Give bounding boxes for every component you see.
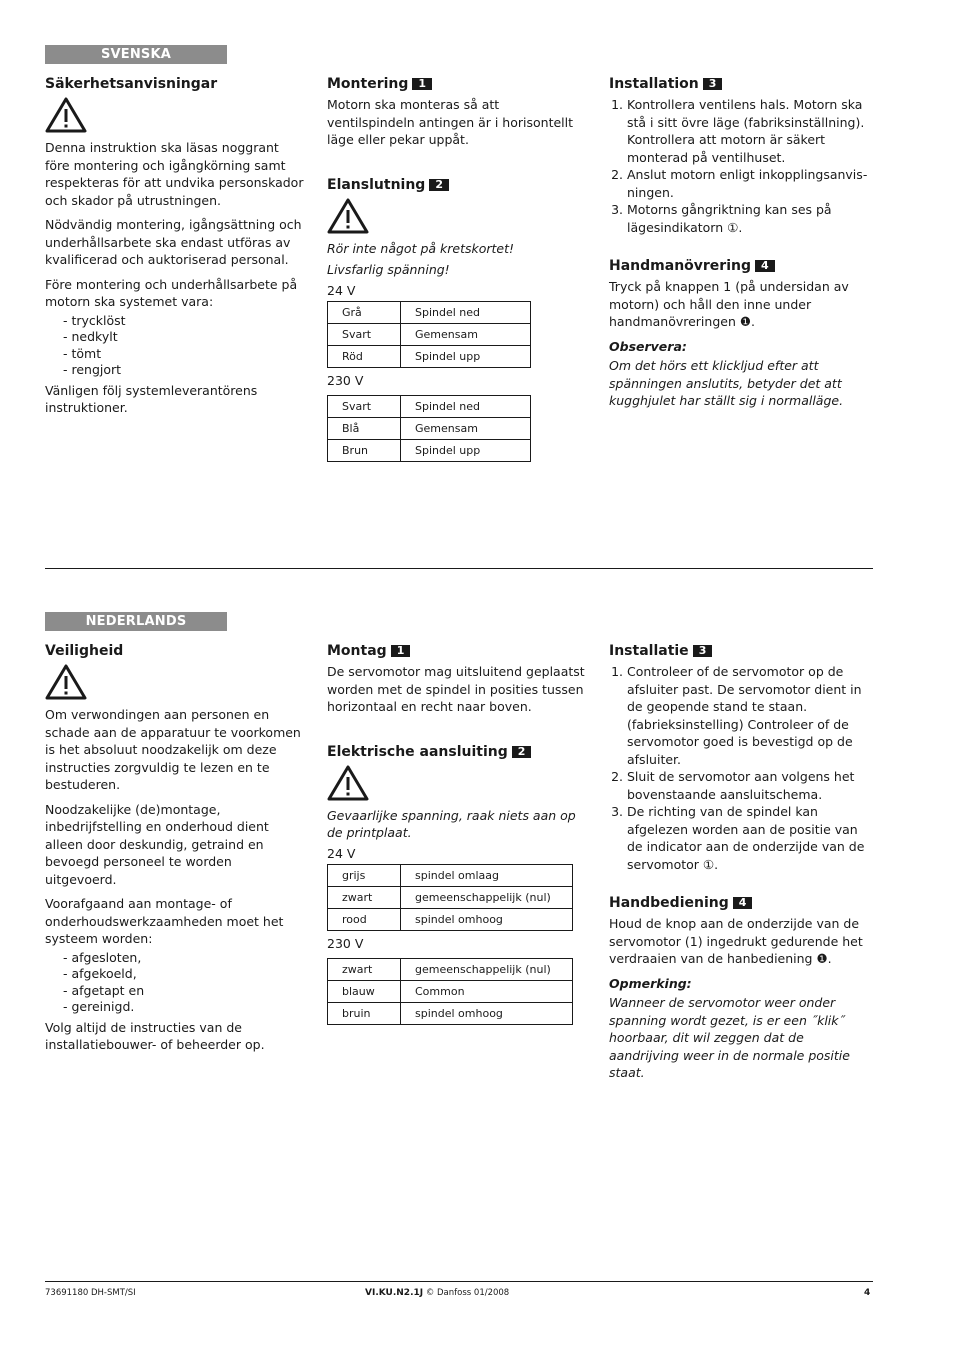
note-text: Om det hörs ett klickljud efter att spänningen anslutits, betyder det att kugghjulet har ställt sig i normalläge. — [609, 358, 844, 408]
safety-heading: Säkerhetsanvisningar — [45, 76, 218, 92]
table-cell: zwart — [328, 958, 401, 980]
list-item: - afgetapt en — [63, 982, 145, 998]
table-cell: spindel omhoog — [401, 908, 573, 930]
installation-heading: Installation 3 — [609, 75, 873, 93]
mounting-electrical-column — [327, 75, 589, 466]
safety-text: Noodzakelijke (de)montage, inbedrijfstelling en onderhoud dient alleen door deskundig, getraind en bevoegd personeel te worden uitgevoerd. — [45, 801, 269, 887]
table-row — [328, 1002, 573, 1024]
table-cell: gemeenschappelijk (nul) — [401, 958, 573, 980]
figure-number-badge: 3 — [703, 78, 723, 90]
table-cell: grijs — [328, 864, 401, 886]
list-item: 2. Anslut motorn enligt inkopplingsanvisningen. — [627, 166, 873, 201]
installation-heading: Installatie 3 — [609, 642, 873, 660]
table-cell: Svart — [328, 323, 401, 345]
copyright-text: © Danfoss 01/2008 — [425, 1288, 510, 1298]
section-divider — [45, 568, 873, 569]
condition-list — [63, 313, 307, 379]
literature-code: VI.KU.N2.1J — [365, 1288, 424, 1298]
table-cell: Brun — [328, 439, 401, 461]
warning-text: Gevaarlijke spanning, raak niets aan op de printplaat. — [327, 807, 576, 840]
safety-text: Vänligen följ systemleverantörens instruktioner. — [45, 382, 258, 415]
table-row — [328, 886, 573, 908]
table-cell: Common — [401, 980, 573, 1002]
safety-text: Om verwondingen aan personen en schade aan de apparatuur te voorkomen is het absoluut noodzakelijk om deze instructies zorgvuldig te lezen en te bestuderen. — [45, 707, 301, 792]
table-cell: blauw — [328, 980, 401, 1002]
table-row — [328, 864, 573, 886]
figure-number-badge: 1 — [391, 645, 411, 657]
document-number: 73691180 DH-SMT/SI — [45, 1288, 136, 1298]
wiring-table-24v — [327, 301, 531, 368]
condition-list — [63, 950, 307, 1016]
warning-icon — [45, 97, 87, 133]
table-cell: bruin — [328, 1002, 401, 1024]
table-row — [328, 417, 531, 439]
mounting-text: Motorn ska monteras så att ventilspindeln antingen är i horisontellt läge eller pekar uppåt. — [327, 97, 574, 147]
warning-text: Livsfarlig spänning! — [327, 262, 450, 277]
table-cell: rood — [328, 908, 401, 930]
mounting-heading: Montag 1 — [327, 642, 589, 660]
table-cell: Spindel ned — [401, 395, 531, 417]
footer-code — [365, 1288, 509, 1298]
safety-heading: Veiligheid — [45, 643, 124, 659]
figure-number-badge: 2 — [512, 746, 532, 758]
table-cell: spindel omhoog — [401, 1002, 573, 1024]
table-cell: Gemensam — [401, 323, 531, 345]
table-cell: Blå — [328, 417, 401, 439]
footer-divider — [45, 1281, 873, 1282]
list-item: 1. Controleer of de servomotor op de afsluiter past. De servomotor dient in de geopende stand te staan. (fabrieksinstelling) Controleer of de servomotor goed is bevestigd op de afsluiter. — [627, 663, 873, 768]
warning-icon — [327, 198, 369, 234]
table-row — [328, 345, 531, 367]
voltage-label: 230 V — [327, 372, 364, 388]
table-row — [328, 323, 531, 345]
language-banner: SVENSKA — [45, 45, 227, 64]
note-label: Observera: — [609, 338, 687, 354]
list-item: 3. De richting van de spindel kan afgelezen worden aan de positie van de indicator aan de onderzijde van de servomotor ①. — [627, 803, 873, 873]
mounting-heading: Montering 1 — [327, 75, 589, 93]
table-cell: zwart — [328, 886, 401, 908]
list-item: 1. Kontrollera ventilens hals. Motorn ska stå i sitt övre läge (fabriksinställning). Kontrollera att motorn är säkert monterad på ventilhuset. — [627, 96, 873, 166]
installation-steps — [609, 96, 873, 236]
table-cell: spindel omlaag — [401, 864, 573, 886]
list-item: 2. Sluit de servomotor aan volgens het bovenstaande aansluitschema. — [627, 768, 873, 803]
electrical-heading: Elanslutning 2 — [327, 176, 589, 194]
manual-operation-text: Tryck på knappen 1 (på undersidan av motorn) och håll den inne under handmanövreringen ❶. — [609, 279, 849, 329]
table-cell: gemeenschappelijk (nul) — [401, 886, 573, 908]
table-cell: Spindel ned — [401, 301, 531, 323]
safety-column — [45, 75, 307, 424]
list-item: - afgekoeld, — [63, 966, 137, 981]
voltage-label: 24 V — [327, 282, 356, 298]
list-item: - rengjort — [63, 362, 122, 377]
figure-number-badge: 4 — [755, 260, 775, 272]
warning-icon — [45, 664, 87, 700]
safety-text: Voorafgaand aan montage- of onderhoudswerkzaamheden moet het systeem worden: — [45, 896, 284, 946]
figure-number-badge: 4 — [733, 897, 753, 909]
mounting-text: De servomotor mag uitsluitend geplaatst worden met de spindel in posities tussen horizontaal en recht naar boven. — [327, 664, 585, 714]
table-cell: Röd — [328, 345, 401, 367]
safety-column — [45, 642, 307, 1061]
page-number: 4 — [864, 1288, 871, 1298]
table-row — [328, 301, 531, 323]
table-cell: Gemensam — [401, 417, 531, 439]
table-row — [328, 958, 573, 980]
list-item: - tömt — [63, 345, 102, 361]
voltage-label: 230 V — [327, 935, 364, 951]
figure-number-badge: 2 — [429, 179, 449, 191]
manual-operation-heading: Handbediening 4 — [609, 894, 873, 912]
note-text: Wanneer de servomotor weer onder spanning wordt gezet, is er een ˝klik˝ hoorbaar, dit wil zeggen dat de aandrijving weer in de normale positie staat. — [609, 995, 850, 1080]
table-row — [328, 980, 573, 1002]
table-cell: Spindel upp — [401, 345, 531, 367]
electrical-heading: Elektrische aansluiting 2 — [327, 743, 589, 761]
installation-column — [609, 75, 873, 417]
safety-text: Denna instruktion ska läsas noggrant före montering och igångkörning samt respekteras för att undvika personskador och skador på utrustningen. — [45, 140, 304, 208]
manual-operation-text: Houd de knop aan de onderzijde van de servomotor (1) ingedrukt gedurende het verdraaien van de hanbediening ❶. — [609, 916, 863, 966]
list-item: - nedkylt — [63, 329, 118, 344]
table-cell: Grå — [328, 301, 401, 323]
table-cell: Svart — [328, 395, 401, 417]
note-label: Opmerking: — [609, 975, 692, 991]
table-row — [328, 908, 573, 930]
warning-text: Rör inte något på kretskortet! — [327, 240, 515, 256]
wiring-table-230v — [327, 958, 573, 1025]
wiring-table-24v — [327, 864, 573, 931]
language-banner: NEDERLANDS — [45, 612, 227, 631]
figure-number-badge: 3 — [693, 645, 713, 657]
list-item: - afgesloten, — [63, 949, 142, 965]
list-item: - trycklöst — [63, 312, 126, 328]
table-row — [328, 395, 531, 417]
manual-operation-heading: Handmanövrering 4 — [609, 257, 873, 275]
voltage-label: 24 V — [327, 845, 356, 861]
wiring-table-230v — [327, 395, 531, 462]
installation-column — [609, 642, 873, 1089]
table-cell: Spindel upp — [401, 439, 531, 461]
safety-text: Nödvändig montering, igångsättning och underhållsarbete ska endast utföras av kvalificerad och auktoriserad personal. — [45, 217, 302, 267]
safety-text: Före montering och underhållsarbete på motorn ska systemet vara: — [45, 276, 298, 309]
table-row — [328, 439, 531, 461]
figure-number-badge: 1 — [412, 78, 432, 90]
safety-text: Volg altijd de instructies van de installatiebouwer- of beheerder op. — [45, 1019, 265, 1052]
installation-steps — [609, 663, 873, 873]
warning-icon — [327, 765, 369, 801]
list-item: - gereinigd. — [63, 999, 135, 1014]
list-item: 3. Motorns gångriktning kan ses på lägesindikatorn ①. — [627, 201, 873, 236]
mounting-electrical-column — [327, 642, 589, 1029]
